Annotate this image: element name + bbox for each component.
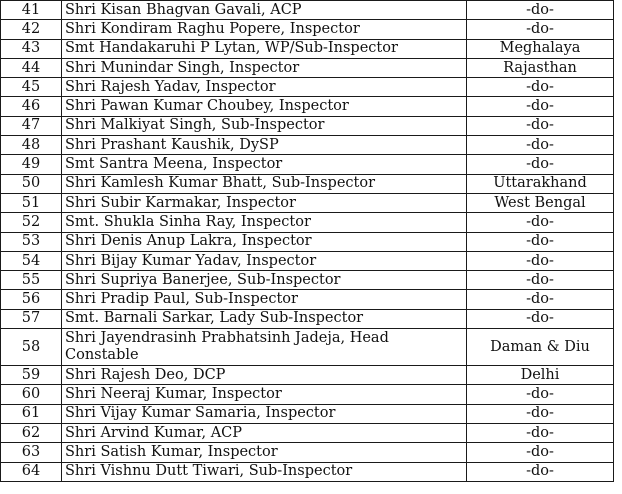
serial-number-cell: 61 [1,404,62,423]
serial-number-cell: 60 [1,385,62,404]
name-cell: Shri Bijay Kumar Yadav, Inspector [62,251,467,270]
table-row [1,232,614,251]
name-cell: Shri Kamlesh Kumar Bhatt, Sub-Inspector [62,174,467,193]
table-row [1,174,614,193]
serial-number-cell: 44 [1,58,62,77]
table-row [1,385,614,404]
name-cell: Shri Satish Kumar, Inspector [62,443,467,462]
name-cell: Shri Pawan Kumar Choubey, Inspector [62,97,467,116]
serial-number-cell: 48 [1,136,62,155]
table-row [1,443,614,462]
state-cell: -do- [467,385,614,404]
name-cell: Shri Munindar Singh, Inspector [62,58,467,77]
name-cell: Smt. Barnali Sarkar, Lady Sub-Inspector [62,309,467,328]
state-cell: -do- [467,423,614,442]
serial-number-cell: 55 [1,271,62,290]
serial-number-cell: 64 [1,462,62,481]
state-cell: -do- [467,213,614,232]
serial-number-cell: 63 [1,443,62,462]
table-row [1,20,614,39]
table-row [1,1,614,20]
state-cell: -do- [467,155,614,174]
serial-number-cell: 62 [1,423,62,442]
serial-number-cell: 56 [1,290,62,309]
serial-number-cell: 54 [1,251,62,270]
state-cell: -do- [467,116,614,135]
serial-number-cell: 53 [1,232,62,251]
serial-number-cell: 43 [1,39,62,58]
state-cell: -do- [467,271,614,290]
name-cell: Smt Santra Meena, Inspector [62,155,467,174]
state-cell: -do- [467,20,614,39]
table-row [1,462,614,481]
name-cell: Smt Handakaruhi P Lytan, WP/Sub-Inspector [62,39,467,58]
state-cell: Meghalaya [467,39,614,58]
state-cell: Uttarakhand [467,174,614,193]
state-cell: -do- [467,78,614,97]
serial-number-cell: 51 [1,193,62,212]
name-cell: Shri Denis Anup Lakra, Inspector [62,232,467,251]
name-cell: Shri Jayendrasinh Prabhatsinh Jadeja, Head Constable [62,329,467,366]
table-row [1,329,614,366]
name-cell: Shri Rajesh Yadav, Inspector [62,78,467,97]
table-row [1,97,614,116]
name-cell: Shri Arvind Kumar, ACP [62,423,467,442]
name-cell: Shri Rajesh Deo, DCP [62,366,467,385]
serial-number-cell: 46 [1,97,62,116]
state-cell: -do- [467,136,614,155]
state-cell: -do- [467,251,614,270]
table-row [1,155,614,174]
state-cell: -do- [467,290,614,309]
name-cell: Shri Subir Karmakar, Inspector [62,193,467,212]
serial-number-cell: 42 [1,20,62,39]
table-row [1,193,614,212]
table-row [1,251,614,270]
table-row [1,404,614,423]
state-cell: -do- [467,462,614,481]
state-cell: -do- [467,404,614,423]
name-cell: Shri Kondiram Raghu Popere, Inspector [62,20,467,39]
state-cell: Delhi [467,366,614,385]
name-cell: Shri Neeraj Kumar, Inspector [62,385,467,404]
table-row [1,58,614,77]
table-row [1,136,614,155]
state-cell: -do- [467,97,614,116]
table-row [1,116,614,135]
table-row [1,39,614,58]
name-cell: Shri Prashant Kaushik, DySP [62,136,467,155]
name-cell: Smt. Shukla Sinha Ray, Inspector [62,213,467,232]
state-cell: -do- [467,443,614,462]
serial-number-cell: 52 [1,213,62,232]
table-row [1,309,614,328]
serial-number-cell: 45 [1,78,62,97]
state-cell: West Bengal [467,193,614,212]
awardee-table-body [1,1,614,482]
serial-number-cell: 50 [1,174,62,193]
name-cell: Shri Malkiyat Singh, Sub-Inspector [62,116,467,135]
name-cell: Shri Vishnu Dutt Tiwari, Sub-Inspector [62,462,467,481]
table-row [1,290,614,309]
table-row [1,423,614,442]
table-row [1,213,614,232]
state-cell: -do- [467,232,614,251]
name-cell: Shri Vijay Kumar Samaria, Inspector [62,404,467,423]
name-cell: Shri Supriya Banerjee, Sub-Inspector [62,271,467,290]
serial-number-cell: 49 [1,155,62,174]
serial-number-cell: 41 [1,1,62,20]
state-cell: -do- [467,309,614,328]
table-row [1,78,614,97]
state-cell: -do- [467,1,614,20]
state-cell: Daman & Diu [467,329,614,366]
table-row [1,366,614,385]
table-row [1,271,614,290]
serial-number-cell: 57 [1,309,62,328]
state-cell: Rajasthan [467,58,614,77]
name-cell: Shri Pradip Paul, Sub-Inspector [62,290,467,309]
serial-number-cell: 47 [1,116,62,135]
serial-number-cell: 58 [1,329,62,366]
serial-number-cell: 59 [1,366,62,385]
name-cell: Shri Kisan Bhagvan Gavali, ACP [62,1,467,20]
